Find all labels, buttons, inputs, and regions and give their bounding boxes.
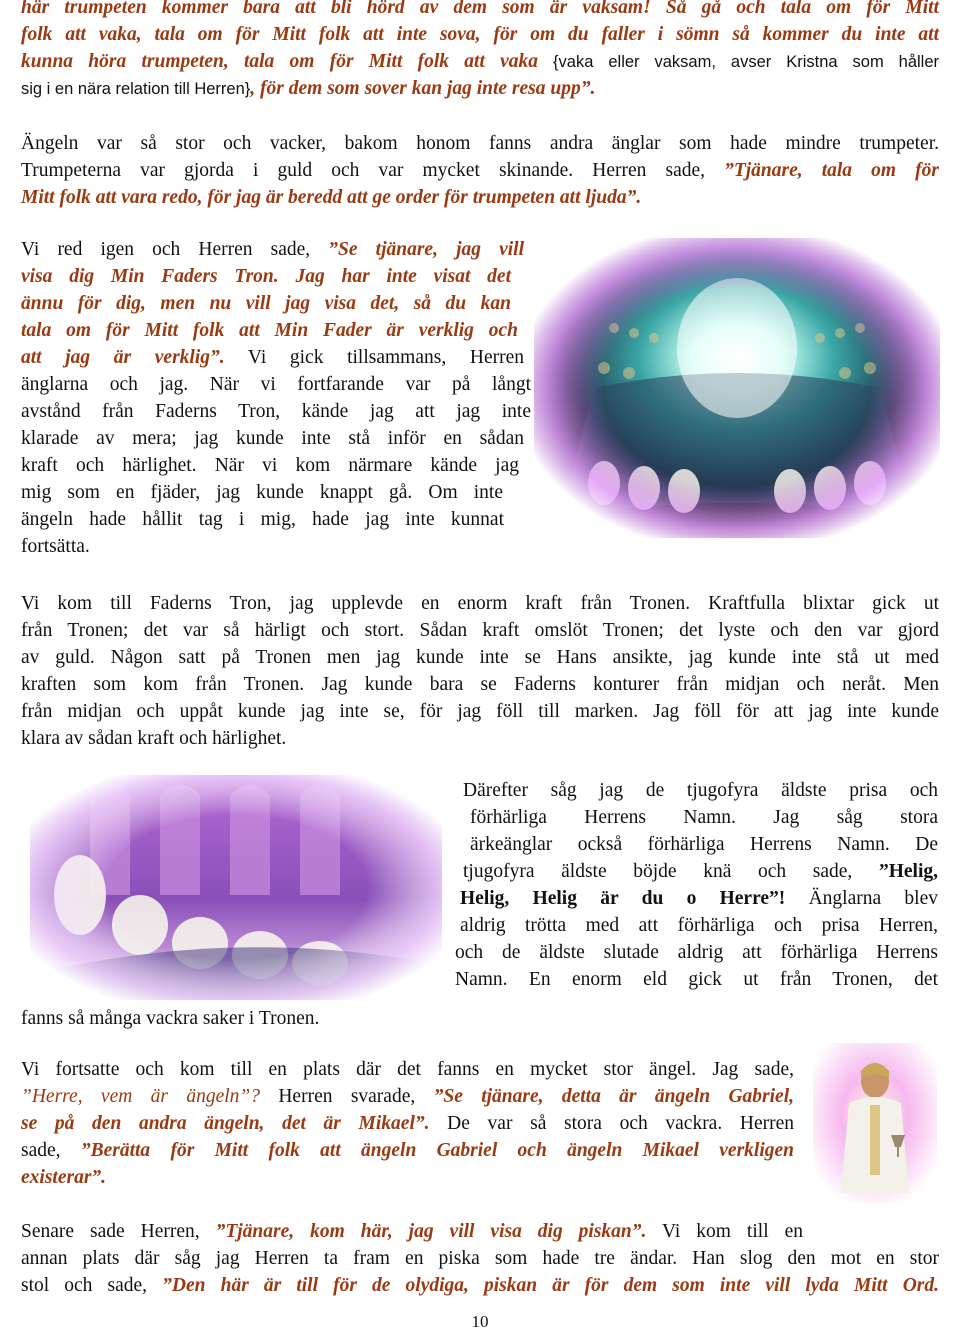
paragraph-4-line-6: klara av sådan kraft och härlighet. — [21, 728, 287, 749]
paragraph-3-line-1 — [21, 236, 524, 263]
paragraph-5-line-8: Namn. En enorm eld gick ut från Tronen, det — [455, 969, 938, 990]
plain-text: Vi kom till en — [646, 1221, 803, 1242]
paragraph-2-line-2 — [21, 157, 939, 184]
throne-room-illustration — [534, 238, 940, 538]
emphasis-text: ”Den här är till för de olydiga, piskan är för dem som inte vill lyda Mitt Ord. — [162, 1275, 940, 1296]
paragraph-4-line-5: från midjan och uppåt kunde jag inte se, för jag föll till marken. Jag föll för att jag inte kunde — [21, 701, 939, 722]
paragraph-6-line-2 — [21, 1083, 794, 1110]
paragraph-5-line-5 — [460, 885, 938, 912]
paragraph-2-line-3: Mitt folk att vara redo, för jag är beredd att ge order för trumpeten att ljuda”. — [21, 187, 642, 208]
plain-text: Trumpeterna var gjorda i guld och var mycket skinande. — [21, 160, 574, 181]
paragraph-6-line-1: Vi fortsatte och kom till en plats där det fanns en mycket stor ängel. Jag sade, — [21, 1059, 794, 1080]
emphasis-text: se på den andra ängeln, det är Mikael”. — [21, 1113, 430, 1134]
paragraph-2-line-1: Ängeln var så stor och vacker, bakom honom fanns andra änglar som hade mindre trumpeter. — [21, 133, 939, 154]
paragraph-3-line-8: klarade av mera; jag kunde inte stå inför en sådan — [21, 428, 524, 449]
paragraph-1-line-4 — [21, 75, 939, 103]
emphasis-text: ”Tjänare, kom här, jag vill visa dig piskan”. — [215, 1221, 647, 1242]
paragraph-6-line-4 — [21, 1137, 794, 1164]
emphasis-text: Helig, Helig är du o Herre”! — [460, 888, 786, 909]
plain-text: Herren sade, — [573, 160, 725, 181]
paragraph-7-line-3 — [21, 1272, 939, 1299]
paragraph-3-line-5 — [21, 344, 524, 371]
plain-text: Vi red igen och Herren sade, — [21, 239, 329, 260]
throne-room-picture — [534, 238, 940, 538]
emphasis-text: ”Herre, vem är ängeln”? — [21, 1086, 260, 1107]
paragraph-1-line-3 — [21, 48, 939, 76]
elders-picture — [30, 775, 442, 1000]
paragraph-5-line-6: aldrig trötta med att förhärliga och prisa Herren, — [460, 915, 938, 936]
plain-text: sade, — [21, 1140, 81, 1161]
paragraph-3-line-2: visa dig Min Faders Tron. Jag har inte visat det — [21, 266, 511, 287]
paragraph-7-line-1 — [21, 1218, 803, 1245]
emphasis-text: ”Tjänare, tala om för — [724, 160, 939, 181]
paragraph-6-line-3 — [21, 1110, 794, 1137]
emphasis-text: kunna höra trumpeten, tala om för Mitt folk att vaka — [21, 51, 539, 72]
paragraph-1-line-1: här trumpeten kommer bara att bli hörd av dem som är vaksam! Så gå och tala om för Mitt — [21, 0, 939, 18]
paragraph-4-line-2: från Tronen; det var så härligt och stort. Sådan kraft omslöt Tronen; det lyste och den var gjord — [21, 620, 939, 641]
emphasis-text: att jag är verklig”. — [21, 347, 225, 368]
plain-text: De var så stora och vackra. Herren — [429, 1113, 794, 1134]
paragraph-1-line-2: folk att vaka, tala om för Mitt folk att inte sova, för om du faller i sömn så kommer du inte att — [21, 24, 939, 45]
paragraph-5-line-9: fanns så många vackra saker i Tronen. — [21, 1008, 320, 1029]
paragraph-6-line-5: existerar”. — [21, 1167, 107, 1188]
emphasis-text: ”Helig, — [878, 861, 938, 882]
bracket-note: sig i en nära relation till Herren} — [21, 80, 251, 98]
paragraph-4-line-1: Vi kom till Faderns Tron, jag upplevde en enorm kraft från Tronen. Kraftfulla blixtar gick ut — [21, 593, 939, 614]
paragraph-3-line-4: tala om för Mitt folk att Min Fader är verklig och — [21, 320, 518, 341]
paragraph-3-line-3: ännu för dig, men nu vill jag visa det, så du kan — [21, 293, 511, 314]
page-number: 10 — [471, 1312, 489, 1331]
plain-text: Senare sade Herren, — [21, 1221, 216, 1242]
paragraph-5-line-7: och de äldste slutade aldrig att förhärliga Herrens — [455, 942, 938, 963]
paragraph-4-line-4: kraften som kom från Tronen. Jag kunde bara se Faderns konturer från midjan och neråt. Men — [21, 674, 939, 695]
paragraph-5-line-1: Därefter såg jag de tjugofyra äldste prisa och — [463, 780, 938, 801]
paragraph-5-line-2: förhärliga Herrens Namn. Jag såg stora — [470, 807, 938, 828]
paragraph-3-line-9: kraft och härlighet. När vi kom närmare kände jag — [21, 455, 519, 476]
paragraph-3-line-10: mig som en fjäder, jag kunde knappt gå. Om inte — [21, 482, 503, 503]
plain-text: Vi gick tillsammans, Herren — [224, 347, 524, 368]
paragraph-5-line-3: ärkeänglar också förhärliga Herrens Namn. De — [470, 834, 938, 855]
plain-text: Herren svarade, — [260, 1086, 434, 1107]
plain-text: Änglarna blev — [785, 888, 938, 909]
emphasis-text: ”Berätta för Mitt folk att ängeln Gabriel och ängeln Mikael verkligen — [80, 1140, 794, 1161]
plain-text: stol och sade, — [21, 1275, 163, 1296]
angel-picture — [813, 1043, 937, 1203]
paragraph-3-line-11: ängeln hade hållit tag i mig, hade jag inte kunnat — [21, 509, 504, 530]
paragraph-4-line-3: av guld. Någon satt på Tronen men jag kunde inte se Hans ansikte, jag kunde inte stå ut med — [21, 647, 939, 668]
paragraph-7-line-2: annan plats där såg jag Herren ta fram en piska som hade tre ändar. Han slog den mot en stor — [21, 1248, 939, 1269]
emphasis-text: ”Se tjänare, jag vill — [328, 239, 525, 260]
emphasis-text: ”Se tjänare, detta är ängeln Gabriel, — [433, 1086, 794, 1107]
paragraph-3-line-6: änglarna och jag. När vi fortfarande var på långt — [21, 374, 531, 395]
bracket-note: {vaka eller vaksam, avser Kristna som håller — [538, 53, 940, 71]
elders-illustration — [30, 775, 442, 1000]
emphasis-text: , för dem som sover kan jag inte resa upp”. — [250, 78, 596, 99]
paragraph-5-line-4 — [463, 858, 938, 885]
angel-illustration — [813, 1043, 937, 1203]
plain-text: tjugofyra äldste böjde knä och sade, — [463, 861, 879, 882]
paragraph-3-line-12: fortsätta. — [21, 536, 90, 557]
paragraph-3-line-7: avstånd från Faderns Tron, kände jag att jag inte — [21, 401, 531, 422]
